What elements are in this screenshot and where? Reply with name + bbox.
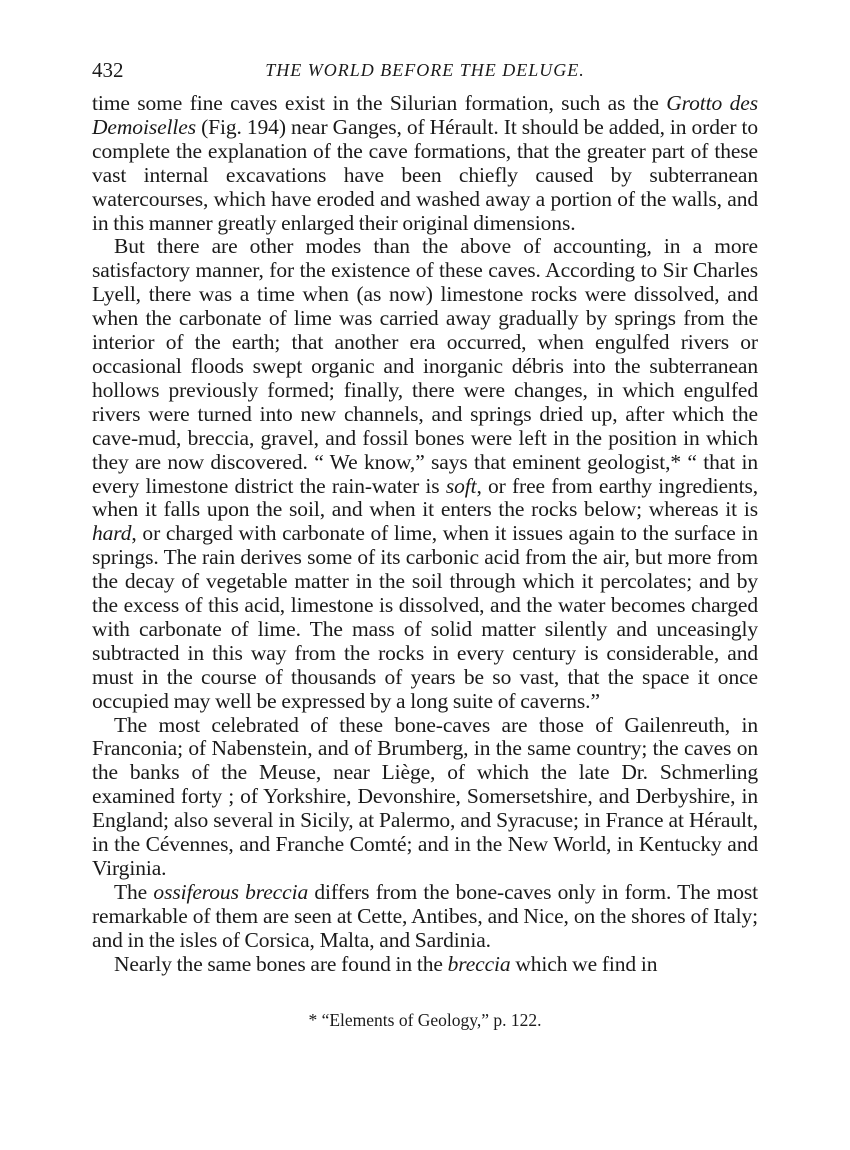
text-run: The	[114, 879, 154, 904]
body-text	[92, 92, 758, 977]
italic-text-run: breccia	[447, 951, 511, 976]
text-run: differs from the bone-caves only in form. The most remarkable of them are seen at Cette, Antibes, and Nice, on the shores of Italy; and in the isles of Corsica, Malta, and Sardinia.	[92, 879, 758, 952]
page-number: 432	[92, 58, 124, 82]
italic-text-run: ossiferous breccia	[153, 879, 309, 904]
text-run: , or charged with carbonate of lime, when it issues again to the surface in springs. The rain derives some of its carbonic acid from the air, but more from the decay of vegetable matter in the soil through which it percolates; and by the excess of this acid, limestone is dissolved, and the water becomes charged with carbonate of lime. The mass of solid matter silently and unceasingly subtracted in this way from the rocks in every century is considerable, and must in the course of thousands of years be so vast, that the space it once occupied may well be expressed by a long suite of caverns.”	[92, 521, 758, 713]
paragraph-2	[92, 235, 758, 713]
text-run: But there are other modes than the above of accounting, in a more satisfactory manner, for the existence of these caves. According to Sir Charles Lyell, there was a time when (as now) limestone rocks were dissolved, and when the carbonate of lime was carried away gradually by springs from the interior of the earth; that another era occurred, when engulfed rivers or occasional floods swept organic and inorganic débris into the subterranean hollows previously formed; finally, there were changes, in which engulfed rivers were turned into new channels, and springs dried up, after which the cave-mud, breccia, gravel, and fossil bones were left in the position in which they are now discovered. “ We know,” says that eminent geologist,* “ that in every limestone district the rain-water is	[92, 234, 758, 498]
text-run: , or free from earthy ingredients, when it falls upon the soil, and when it enters the rocks below; whereas it is	[92, 473, 758, 522]
footnote: * “Elements of Geology,” p. 122.	[308, 1010, 542, 1030]
text-run: time some fine caves exist in the Silurian formation, such as the	[92, 91, 667, 115]
paragraph-1	[92, 92, 758, 235]
text-run: (Fig. 194) near Ganges, of Hérault. It should be added, in order to complete the explanation of the cave formations, that the greater part of these vast internal excavations have been chiefly caused by subterranean watercourses, which have eroded and washed away a portion of the walls, and in this manner greatly enlarged their original dimensions.	[92, 114, 758, 235]
text-run: The most celebrated of these bone-caves are those of Gailenreuth, in Franconia; of Nabenstein, and of Brumberg, in the same country; the caves on the banks of the Meuse, near Liège, of which the late Dr. Schmerling examined forty ; of Yorkshire, Devonshire, Somersetshire, and Derbyshire, in England; also several in Sicily, at Palermo, and Syracuse; in France at Hérault, in the Cévennes, and Franche Comté; and in the New World, in Kentucky and Virginia.	[92, 712, 758, 880]
text-run: Nearly the same bones are found in the	[114, 951, 448, 976]
paragraph-3	[92, 714, 758, 881]
italic-text-run: hard	[92, 521, 132, 546]
paragraph-5	[92, 953, 758, 977]
book-page	[92, 58, 758, 977]
running-title: THE WORLD BEFORE THE DELUGE.	[265, 60, 585, 80]
text-run: which we find in	[510, 951, 658, 976]
italic-text-run: soft	[445, 473, 477, 498]
paragraph-4	[92, 881, 758, 953]
running-head	[92, 58, 758, 92]
italic-text-run: Grotto des Demoiselles	[92, 91, 759, 139]
